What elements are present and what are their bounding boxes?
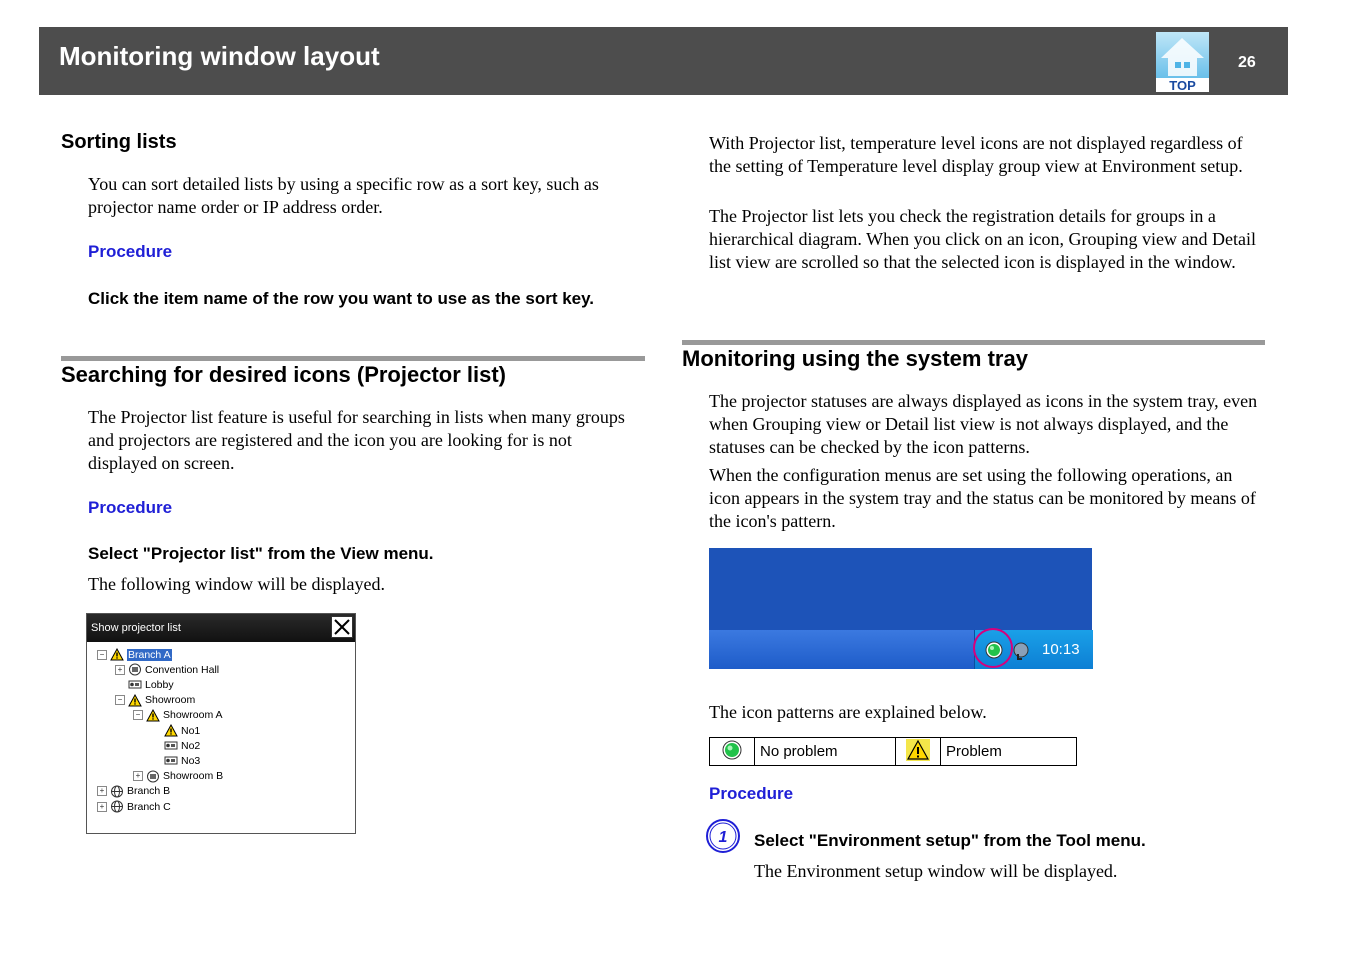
group-icon [128, 663, 142, 676]
tree-item-label: Branch B [127, 785, 171, 798]
tree-item-label: No1 [181, 724, 201, 737]
tray-step: Select "Environment setup" from the Tool menu. [754, 831, 1146, 850]
warning-icon [146, 709, 160, 722]
collapse-icon[interactable]: − [133, 710, 143, 720]
group-icon [146, 770, 160, 783]
top-logo-icon[interactable] [1156, 32, 1209, 92]
tree-item[interactable] [151, 753, 200, 768]
section-rule [61, 356, 645, 361]
collapse-icon[interactable]: − [97, 650, 107, 660]
page-number: 26 [1238, 54, 1256, 71]
sorting-step: Click the item name of the row you want to use as the sort key. [88, 289, 595, 308]
tree-item-label: Branch C [127, 800, 171, 813]
table-cell-icon [710, 738, 755, 766]
tray-procedure-label: Procedure [709, 784, 794, 803]
searching-step-result: The following window will be displayed. [88, 574, 385, 594]
projector-list-description: The Projector list lets you check the registration details for groups in a hierarchical diagram. When you click on an icon, Grouping view and Detail list view are scrolled so that the selected icon is displayed in the window. [709, 206, 1256, 272]
tree-item-label: Convention Hall [145, 663, 220, 676]
warning-icon [110, 648, 124, 661]
tree-item-label: Showroom [145, 694, 196, 707]
collapse-icon[interactable]: − [115, 695, 125, 705]
tray-heading: Monitoring using the system tray [682, 346, 1028, 371]
tree-item[interactable] [115, 662, 219, 677]
page-title: Monitoring window layout [59, 41, 380, 71]
tree-item[interactable] [133, 769, 223, 784]
expand-icon[interactable]: + [115, 665, 125, 675]
page-header [39, 27, 1288, 95]
section-rule [682, 340, 1265, 345]
close-button[interactable] [331, 616, 353, 638]
tree-item-label: No3 [181, 754, 201, 767]
expand-icon[interactable]: + [97, 802, 107, 812]
tray-body-1: The projector statuses are always displayed as icons in the system tray, even when Grouping view or Detail list view is not always displayed, and the statuses can be checked by the icon patterns. [709, 391, 1258, 457]
tree-item-label: Showroom B [163, 770, 224, 783]
tree-item[interactable] [115, 677, 174, 692]
icon-pattern-table [709, 737, 1077, 766]
globe-icon [110, 800, 124, 813]
tree-item-label: Showroom A [163, 709, 223, 722]
warning-icon [128, 694, 142, 707]
tree-item[interactable] [133, 708, 223, 723]
tree-item-label: No2 [181, 739, 201, 752]
table-cell-icon [896, 738, 941, 766]
window-title: Show projector list [91, 622, 181, 634]
tree-item[interactable] [151, 738, 200, 753]
projector-list-window [86, 613, 356, 834]
tree-item-label: Branch A [128, 648, 171, 661]
table-cell-label: No problem [755, 738, 896, 766]
tree-item[interactable] [151, 723, 200, 738]
tray-clock: 10:13 [1042, 641, 1080, 658]
step-number: 1 [718, 829, 728, 846]
tray-step-result: The Environment setup window will be displayed. [754, 861, 1118, 881]
searching-body: The Projector list feature is useful for searching in lists when many groups and projectors are registered and the icon you are looking for is not displayed on screen. [88, 407, 625, 473]
tree-item-label: Lobby [145, 678, 174, 691]
tree-item[interactable] [97, 784, 170, 799]
projector-list-note: With Projector list, temperature level icons are not displayed regardless of the setting of Temperature level display group view at Environment setup. [709, 133, 1243, 176]
projector-icon [128, 678, 142, 691]
globe-icon [110, 785, 124, 798]
warning-icon [906, 739, 930, 761]
warning-icon [164, 724, 178, 737]
window-titlebar [87, 614, 355, 642]
green-status-icon [721, 739, 743, 761]
searching-step: Select "Projector list" from the View menu. [88, 544, 434, 563]
table-row [710, 738, 1077, 766]
projector-icon [164, 754, 178, 767]
expand-icon[interactable]: + [97, 786, 107, 796]
tree-item[interactable] [115, 693, 195, 708]
projector-icon [164, 739, 178, 752]
table-cell-label: Problem [941, 738, 1077, 766]
icon-patterns-intro: The icon patterns are explained below. [709, 702, 987, 722]
sorting-procedure-label: Procedure [88, 242, 173, 261]
close-icon [332, 617, 352, 637]
sorting-heading: Sorting lists [61, 131, 177, 153]
searching-procedure-label: Procedure [88, 498, 173, 517]
step-number-badge [705, 818, 741, 854]
highlight-circle [971, 626, 1017, 672]
sorting-body: You can sort detailed lists by using a specific row as a sort key, such as projector name order or IP address order. [88, 174, 599, 217]
tray-body-2: When the configuration menus are set using the following operations, an icon appears in the system tray and the status can be monitored by means of the icon's pattern. [709, 465, 1256, 531]
tree-item[interactable] [97, 647, 172, 662]
top-logo-text: TOP [1169, 78, 1196, 92]
expand-icon[interactable]: + [133, 771, 143, 781]
system-tray-screenshot [709, 548, 1092, 669]
searching-heading: Searching for desired icons (Projector list) [61, 362, 506, 387]
tree-item[interactable] [97, 799, 171, 814]
